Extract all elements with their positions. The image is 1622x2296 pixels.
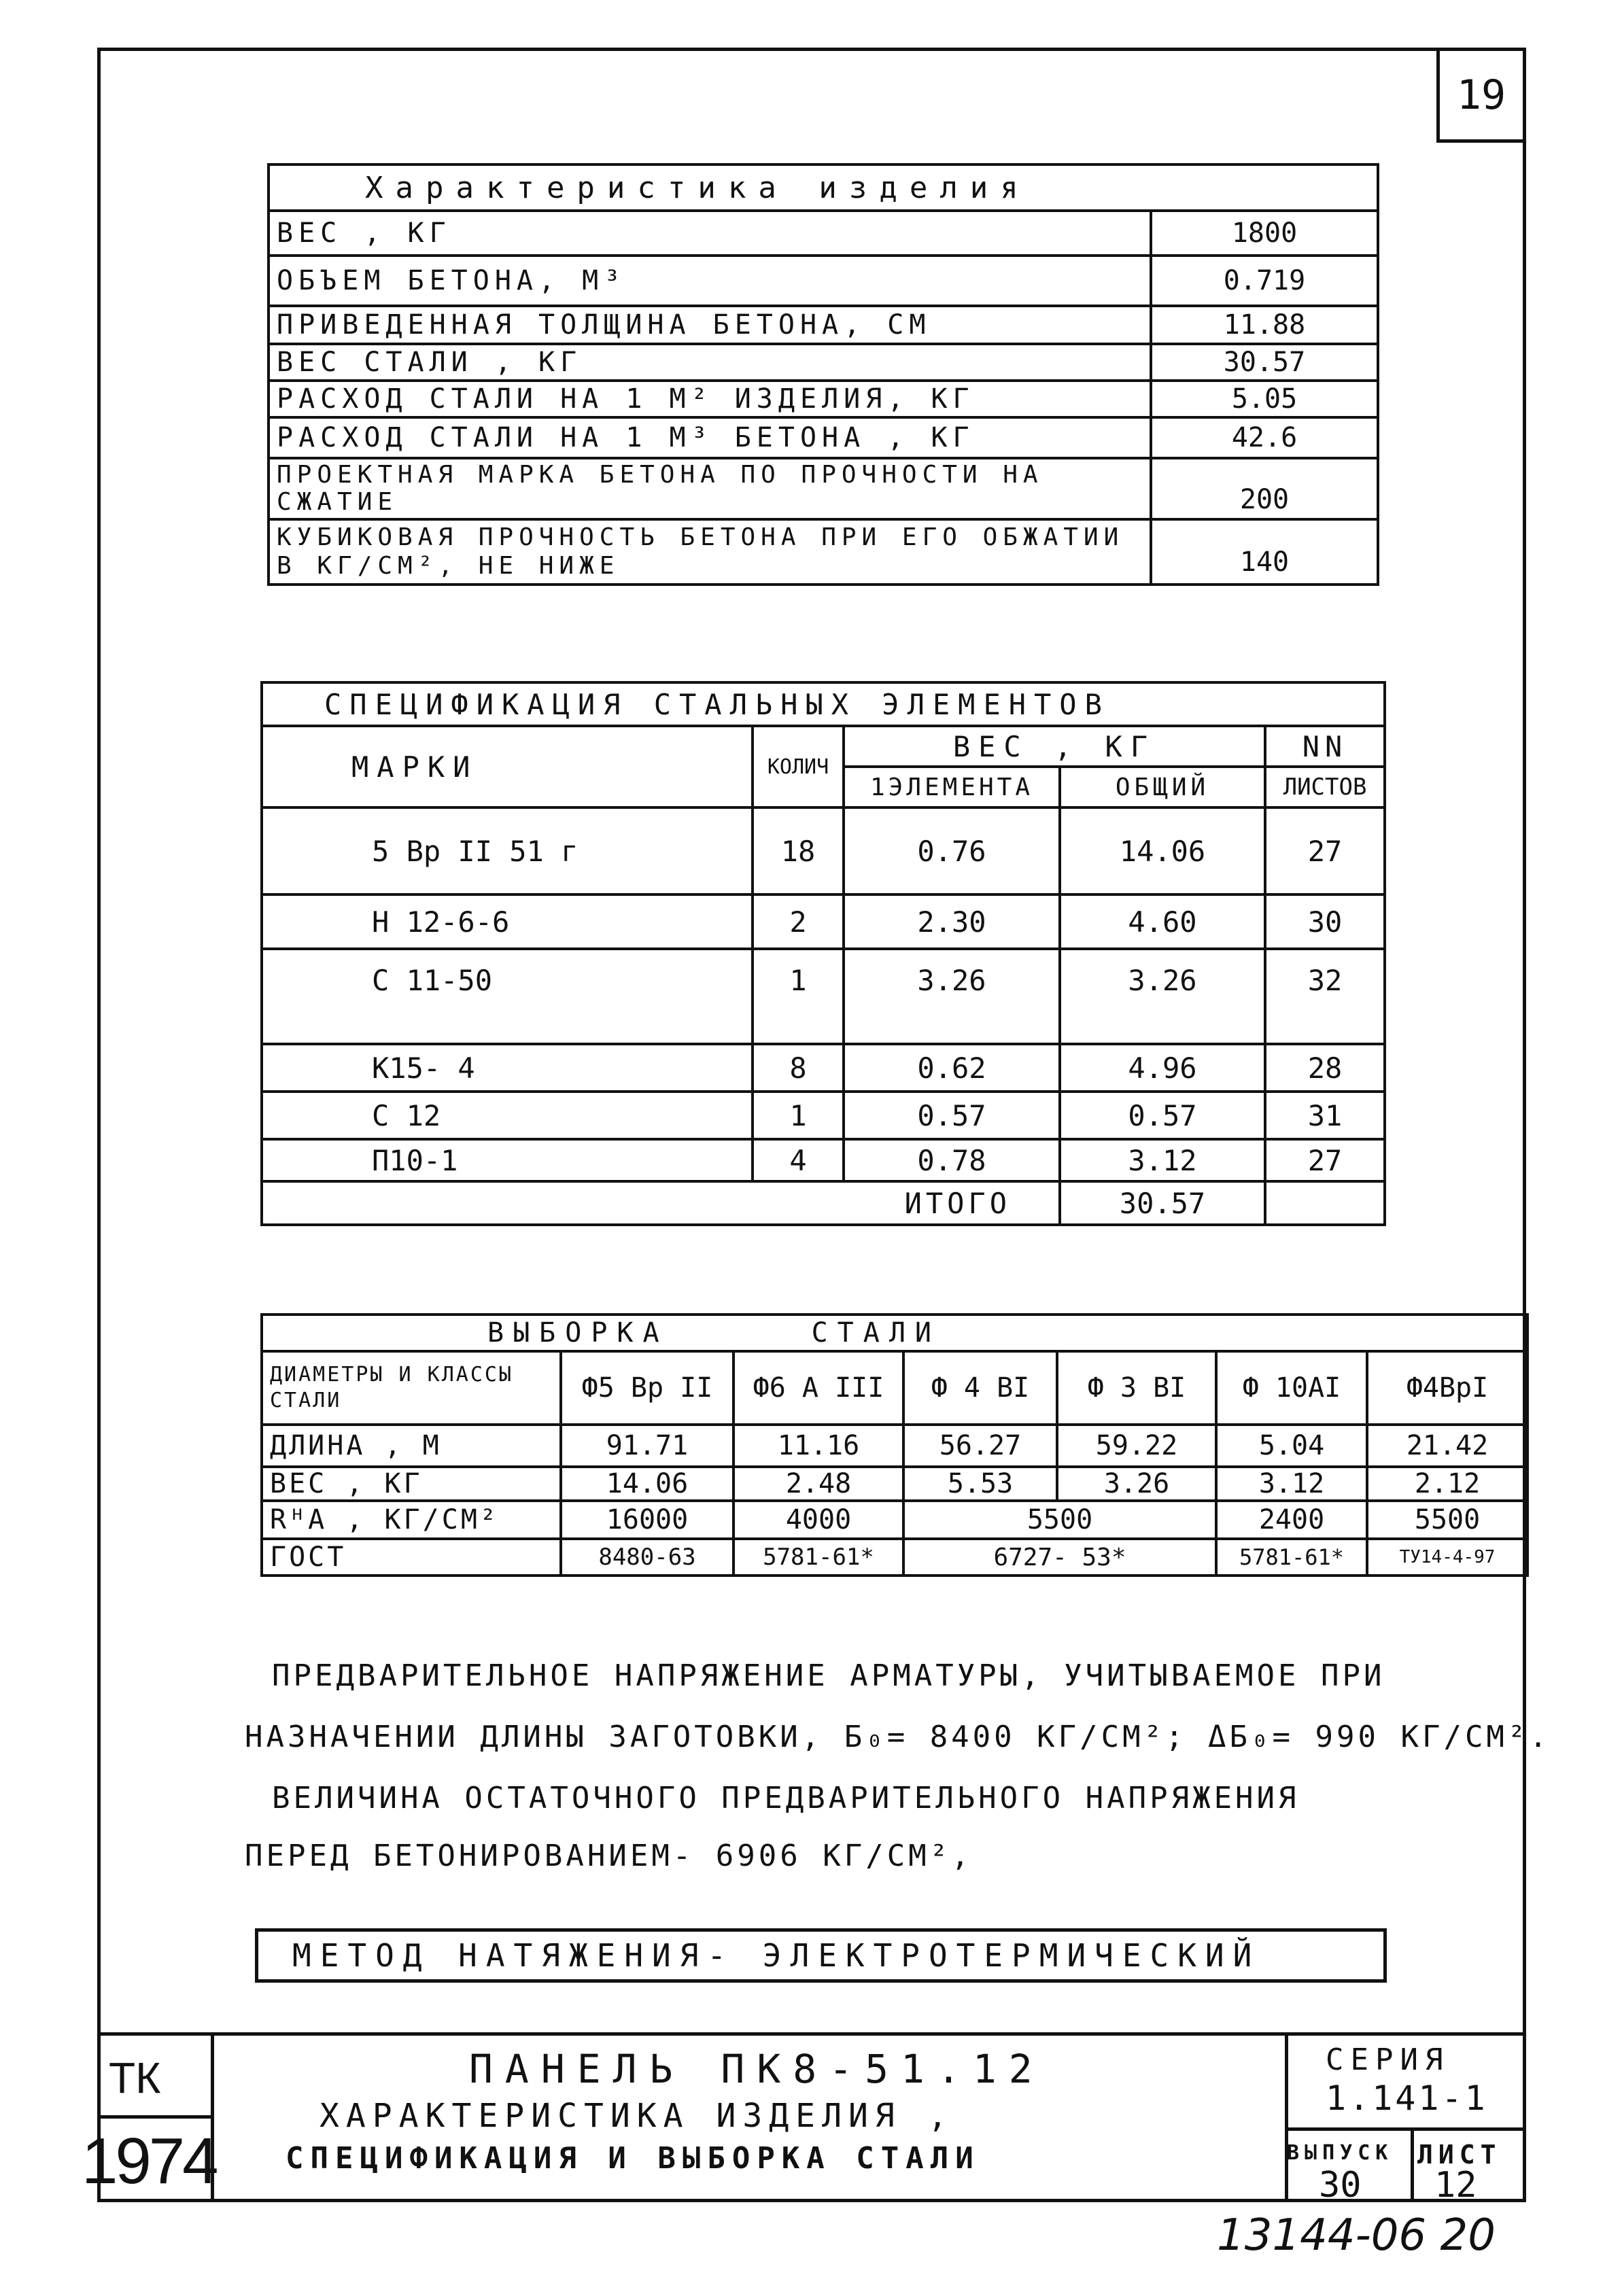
table-row [262,1181,1385,1225]
spec-title: СПЕЦИФИКАЦИЯ СТАЛЬНЫХ ЭЛЕМЕНТОВ [262,682,1385,726]
col-total: ОБЩИЙ [1060,767,1265,807]
sheet-value: 12 [1434,2165,1477,2206]
product-desc-1: ХАРАКТЕРИСТИКА ИЗДЕЛИЯ , [320,2097,954,2135]
table-row: ОБЪЕМ БЕТОНА, М³ 0.719 [269,256,1378,306]
note-line-3: ВЕЛИЧИНА ОСТАТОЧНОГО ПРЕДВАРИТЕЛЬНОГО НАПРЯЖЕНИЯ [272,1781,1300,1815]
page-number: 19 [1436,48,1526,143]
col-marks: МАРКИ [262,726,753,807]
series-value: 1.141-1 [1326,2078,1488,2118]
table-row: С 11-50 1 3.26 3.26 32 [262,949,1385,1044]
series-label: СЕРИЯ [1326,2042,1450,2077]
table-row: КУБИКОВАЯ ПРОЧНОСТЬ БЕТОНА ПРИ ЕГО ОБЖАТИИ В КГ/СМ², НЕ НИЖЕ 140 [269,519,1378,585]
col-sheets-a: NN [1265,726,1385,767]
table-row: РАСХОД СТАЛИ НА 1 М³ БЕТОНА , КГ 42.6 [269,417,1378,458]
title-block-sheet-divider [1411,2127,1414,2202]
note-line-2: НАЗНАЧЕНИИ ДЛИНЫ ЗАГОТОВКИ, Б₀= 8400 КГ/СМ²; ΔБ₀= 990 КГ/СМ². [245,1720,1551,1754]
table-row: RᴴА , КГ/СМ² 16000 4000 5500 2400 5500 [262,1501,1528,1539]
method-box: МЕТОД НАТЯЖЕНИЯ- ЭЛЕКТРОТЕРМИЧЕСКИЙ [255,1928,1387,1983]
note-line-4: ПЕРЕД БЕТОНИРОВАНИЕМ- 6906 КГ/СМ², [245,1839,973,1873]
org-code: ТК [109,2053,161,2102]
title-block-top-line [97,2032,1526,2036]
table-row: 5 Вр II 51 г 18 0.76 14.06 27 [262,807,1385,894]
selection-title: ВЫБОРКА СТАЛИ [262,1315,1528,1351]
characteristics-title: Характеристика изделия [269,164,1378,211]
specification-table [260,681,1386,1226]
table-row: ВЕС СТАЛИ , КГ 30.57 [269,344,1378,381]
table-row: ДЛИНА , М 91.71 11.16 56.27 59.22 5.04 21.42 [262,1425,1528,1467]
table-row: ГОСТ 8480-63 5781-61* 6727- 53* 5781-61* ТУ14-4-97 [262,1539,1528,1576]
archive-stamp: 13144-06 20 [1217,2210,1496,2261]
issue-value: 30 [1319,2165,1362,2206]
product-name: ПАНЕЛЬ ПК8-51.12 [469,2046,1045,2092]
col-element: 1ЭЛЕМЕНТА [844,767,1060,807]
table-row: ВЕС , КГ 14.06 2.48 5.53 3.26 3.12 2.12 [262,1467,1528,1501]
header-label: ДИАМЕТРЫ И КЛАССЫ СТАЛИ [262,1351,561,1425]
characteristics-table [267,163,1379,586]
sheet-label: ЛИСТ [1417,2140,1502,2170]
col-sheets-b: ЛИСТОВ [1265,767,1385,807]
table-row: К15- 4 8 0.62 4.96 28 [262,1044,1385,1092]
title-block-series-line [1285,2127,1526,2131]
table-row: ВЕС , КГ 1800 [269,211,1378,256]
product-desc-2: СПЕЦИФИКАЦИЯ И ВЫБОРКА СТАЛИ [286,2141,980,2176]
col-weight: ВЕС , КГ [844,726,1265,767]
table-row: П10-1 4 0.78 3.12 27 [262,1139,1385,1181]
year: 1974 [82,2125,216,2197]
title-block-org-line [97,2115,211,2119]
table-row: РАСХОД СТАЛИ НА 1 М² ИЗДЕЛИЯ, КГ 5.05 [269,381,1378,417]
note-line-1: ПРЕДВАРИТЕЛЬНОЕ НАПРЯЖЕНИЕ АРМАТУРЫ, УЧИТЫВАЕМОЕ ПРИ [272,1658,1385,1693]
title-block-divider-right [1285,2032,1288,2202]
table-row: С 12 1 0.57 0.57 31 [262,1092,1385,1139]
total-label: ИТОГО [262,1181,1060,1225]
steel-selection-table: ВЫБОРКА СТАЛИ ДИАМЕТРЫ И КЛАССЫ СТАЛИ Ф5 Вр II Ф6 А III Ф 4 ВI Ф 3 ВI Ф 10АI Ф4ВрI ДЛИНА , М 91.71 11.16 56.27 59.22 5.04 21.42 ВЕС , КГ 14.06 2.48 5.53 3.26 3.12 2.12 RᴴА , КГ/СМ² 16000 4000 5500 2400 5500 ГОСТ 8480-63 5781-61* 6727- 53* 5781-61* ТУ14-4-97 [260,1313,1529,1577]
issue-label: ВЫПУСК [1287,2141,1394,2165]
col-qty: КОЛИЧ [753,726,844,807]
table-row: ПРОЕКТНАЯ МАРКА БЕТОНА ПО ПРОЧНОСТИ НА СЖАТИЕ 200 [269,458,1378,519]
table-row: ПРИВЕДЕННАЯ ТОЛЩИНА БЕТОНА, СМ 11.88 [269,306,1378,344]
total-value: 30.57 [1060,1181,1265,1225]
table-row: Н 12-6-6 2 2.30 4.60 30 [262,894,1385,949]
